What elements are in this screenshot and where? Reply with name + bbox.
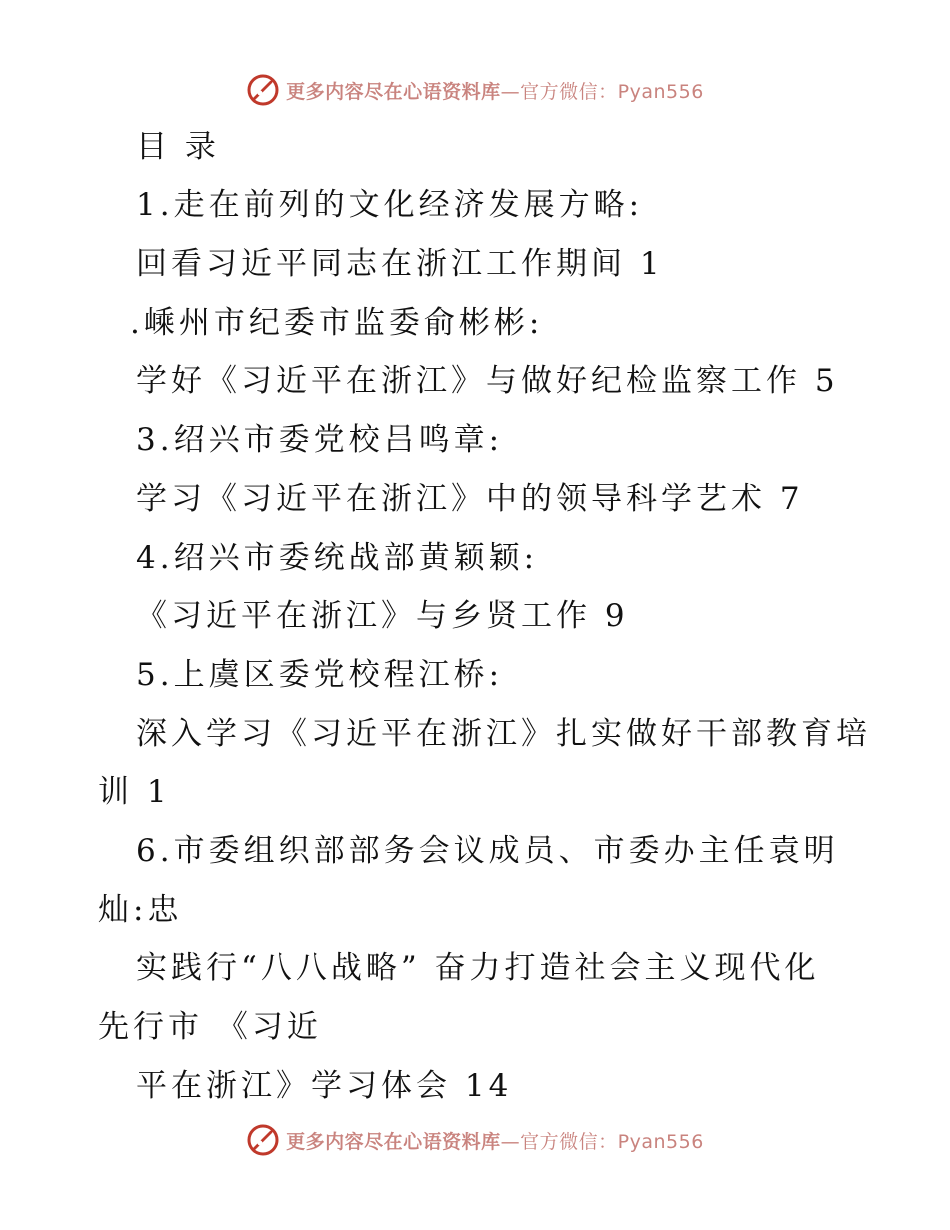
toc-line: 3.绍兴市委党校吕鸣章: bbox=[136, 422, 504, 458]
toc-line: 《习近平在浙江》与乡贤工作 9 bbox=[136, 598, 629, 634]
watermark-separator: — bbox=[500, 80, 521, 103]
watermark-text bbox=[286, 1127, 704, 1154]
watermark-text bbox=[286, 77, 704, 104]
quill-logo-icon bbox=[246, 1123, 280, 1157]
toc-line: 5.上虞区委党校程江桥: bbox=[136, 657, 504, 693]
header-watermark bbox=[0, 70, 950, 110]
toc-line: 回看习近平同志在浙江工作期间 1 bbox=[136, 246, 664, 282]
toc-line: 4.绍兴市委统战部黄颖颖: bbox=[136, 540, 539, 576]
toc-line: 平在浙江》学习体会 14 bbox=[136, 1068, 513, 1104]
toc-line: 深入学习《习近平在浙江》扎实做好干部教育培 bbox=[136, 716, 871, 752]
footer-watermark bbox=[0, 1120, 950, 1160]
toc-line: 6.市委组织部部务会议成员、市委办主任袁明 bbox=[136, 833, 839, 869]
watermark-main: 更多内容尽在心语资料库 bbox=[286, 80, 501, 103]
toc-line: 1.走在前列的文化经济发展方略: bbox=[136, 187, 644, 223]
watermark-tail: 官方微信：Pyan556 bbox=[520, 1130, 704, 1153]
toc-heading: 目 录 bbox=[136, 129, 220, 165]
quill-logo-icon bbox=[246, 73, 280, 107]
toc-line: 学习《习近平在浙江》中的领导科学艺术 7 bbox=[136, 481, 804, 517]
toc-line: 灿:忠 bbox=[98, 892, 183, 928]
toc-line: 训 1 bbox=[98, 774, 171, 810]
watermark-tail: 官方微信：Pyan556 bbox=[520, 80, 704, 103]
toc-line: .嵊州市纪委市监委俞彬彬: bbox=[130, 305, 544, 341]
watermark-separator: — bbox=[500, 1130, 521, 1153]
toc-line: 学好《习近平在浙江》与做好纪检监察工作 5 bbox=[136, 363, 839, 399]
toc-line: 先行市 《习近 bbox=[98, 1009, 322, 1045]
watermark-main: 更多内容尽在心语资料库 bbox=[286, 1130, 501, 1153]
toc-line: 实践行“八八战略” 奋力打造社会主义现代化 bbox=[136, 950, 820, 986]
